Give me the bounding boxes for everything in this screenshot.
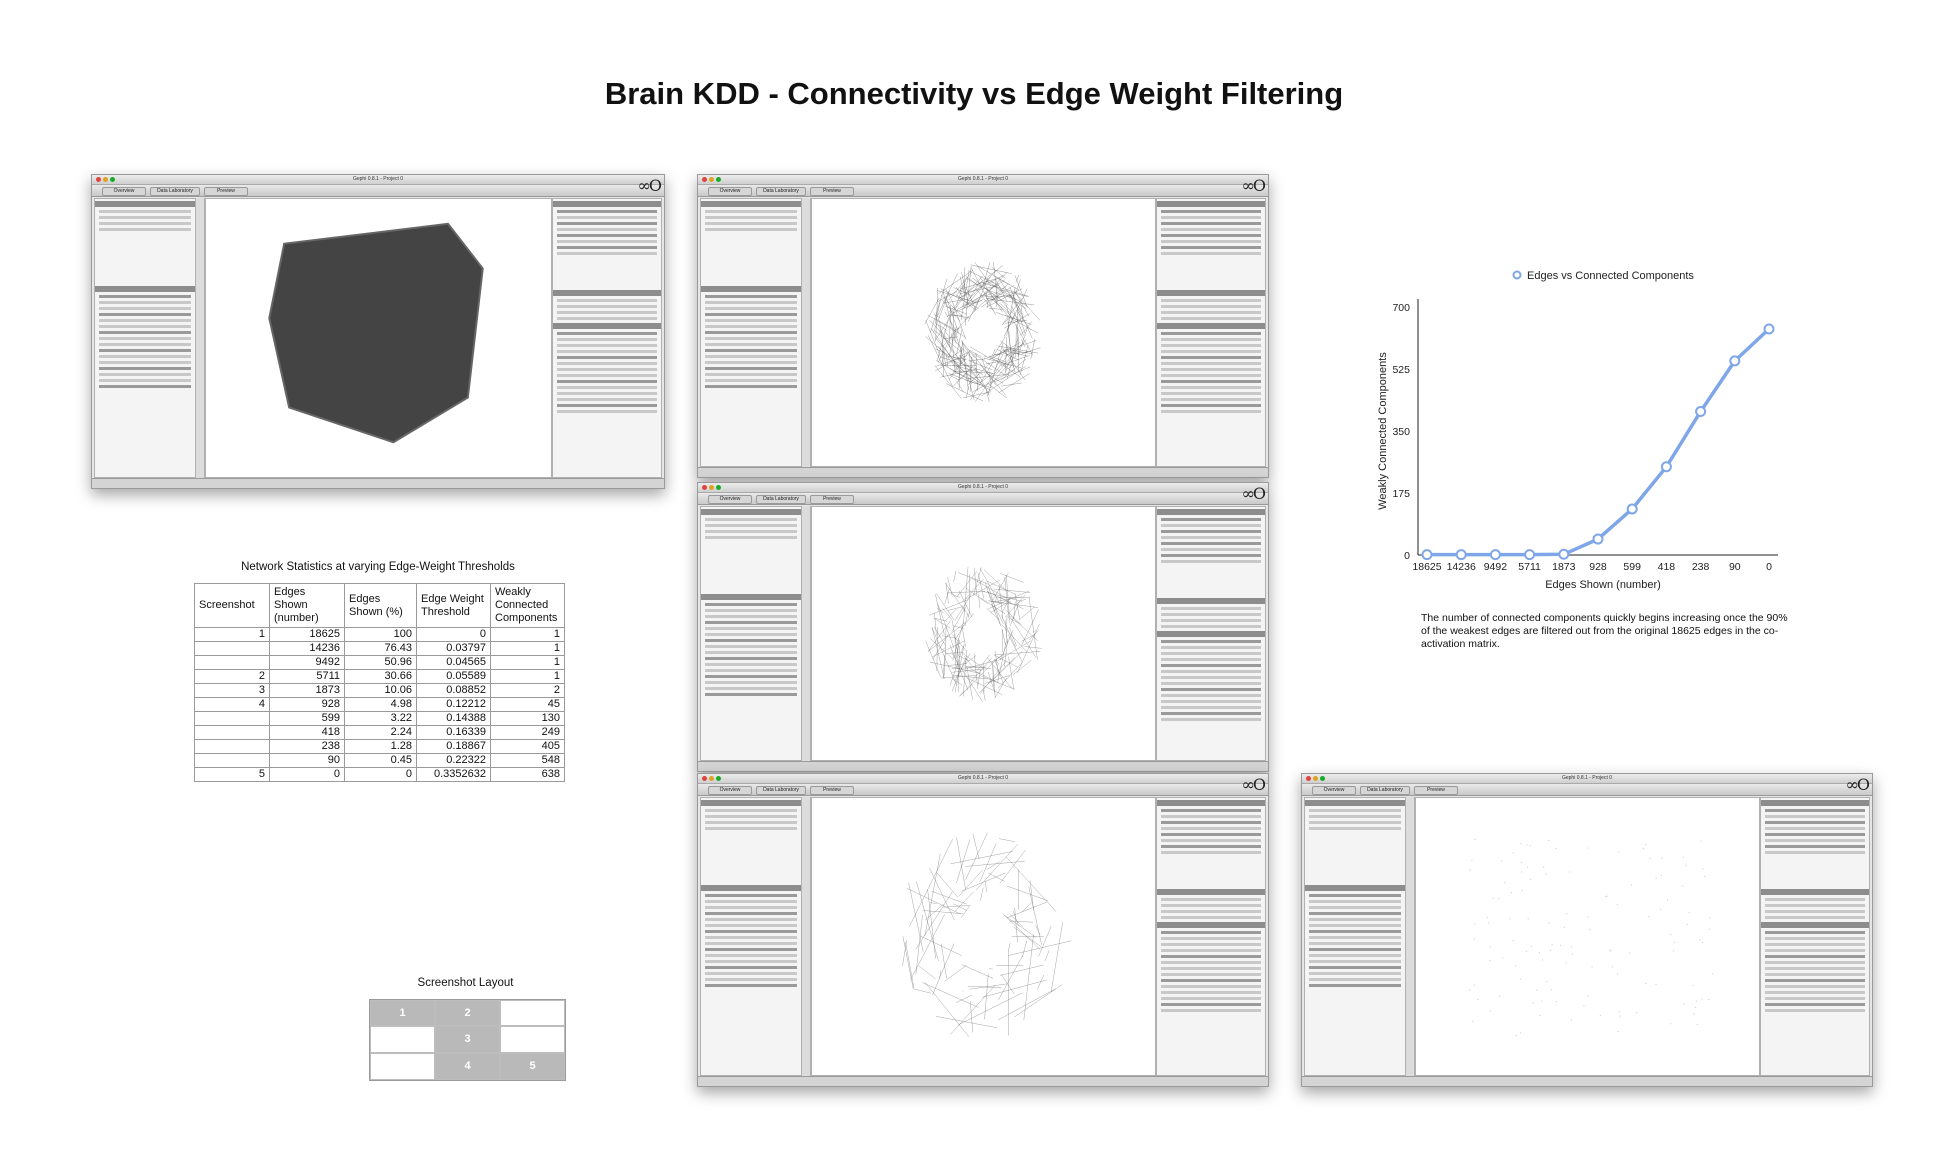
table-cell: 928 bbox=[270, 698, 345, 712]
table-cell: 45 bbox=[491, 698, 565, 712]
table-cell: 0.03797 bbox=[417, 642, 491, 656]
table-cell: 14236 bbox=[270, 642, 345, 656]
table-cell: 0 bbox=[417, 628, 491, 642]
gephi-logo-icon: ∞O bbox=[1241, 176, 1264, 195]
chart-caption: The number of connected components quickly begins increasing once the 90% of the weakest edges are filtered out from the original 18625 edges in the co-activation matrix. bbox=[1421, 612, 1788, 650]
table-cell: 238 bbox=[270, 740, 345, 754]
window-titlebar bbox=[1302, 774, 1872, 784]
gephi-toolbar bbox=[1302, 784, 1872, 796]
gephi-toolbar bbox=[698, 784, 1268, 796]
table-cell: 0.14388 bbox=[417, 712, 491, 726]
filters-statistics-panel[interactable] bbox=[1156, 198, 1266, 467]
x-tick-label: 1873 bbox=[1552, 561, 1576, 573]
table-cell: 50.96 bbox=[345, 656, 417, 670]
filters-statistics-panel[interactable] bbox=[552, 198, 662, 478]
legend-label: Edges vs Connected Components bbox=[1527, 270, 1694, 282]
table-cell: 0.12212 bbox=[417, 698, 491, 712]
x-tick-label: 599 bbox=[1623, 561, 1641, 573]
table-row bbox=[195, 726, 565, 740]
table-cell bbox=[195, 726, 270, 740]
x-tick-label: 928 bbox=[1589, 561, 1607, 573]
stats-table bbox=[194, 583, 565, 782]
gephi-screenshot-2 bbox=[697, 174, 1269, 478]
table-row bbox=[195, 642, 565, 656]
window-title: Gephi 0.8.1 - Project 0 bbox=[957, 484, 1009, 490]
table-cell: 4 bbox=[195, 698, 270, 712]
table-cell: 90 bbox=[270, 754, 345, 768]
page-title: Brain KDD - Connectivity vs Edge Weight Filtering bbox=[604, 76, 1344, 111]
network-graph-canvas[interactable] bbox=[1416, 798, 1759, 1075]
screenshot-layout-grid bbox=[369, 999, 566, 1081]
tab-preview[interactable]: Preview bbox=[810, 786, 854, 795]
layout-cell: 4 bbox=[435, 1053, 500, 1080]
table-cell: 0.22322 bbox=[417, 754, 491, 768]
layout-caption: Screenshot Layout bbox=[417, 977, 514, 989]
table-cell: 1 bbox=[195, 628, 270, 642]
table-cell: 2 bbox=[491, 684, 565, 698]
table-cell: 0.05589 bbox=[417, 670, 491, 684]
table-cell: 0.08852 bbox=[417, 684, 491, 698]
tab-overview[interactable]: Overview bbox=[708, 187, 752, 196]
layout-cell bbox=[370, 1053, 435, 1080]
table-cell: 1873 bbox=[270, 684, 345, 698]
table-cell: 3 bbox=[195, 684, 270, 698]
graph-tools-bar[interactable] bbox=[196, 198, 205, 478]
x-tick-label: 9492 bbox=[1483, 561, 1508, 573]
y-tick-label: 350 bbox=[1392, 426, 1410, 438]
table-cell bbox=[195, 656, 270, 670]
y-axis-label: Weakly Connected Components bbox=[1377, 352, 1389, 510]
graph-tools-bar[interactable] bbox=[1406, 797, 1415, 1076]
graph-tools-bar[interactable] bbox=[802, 797, 811, 1076]
graph-view[interactable] bbox=[811, 506, 1156, 761]
table-cell: 10.06 bbox=[345, 684, 417, 698]
tab-data-laboratory[interactable]: Data Laboratory bbox=[1360, 786, 1410, 795]
table-cell: 4.98 bbox=[345, 698, 417, 712]
network-graph-canvas[interactable] bbox=[206, 199, 551, 477]
graph-view[interactable] bbox=[811, 198, 1156, 467]
gephi-logo-icon: ∞O bbox=[1845, 775, 1868, 794]
tab-preview[interactable]: Preview bbox=[1414, 786, 1458, 795]
data-point bbox=[1423, 550, 1432, 559]
y-tick-label: 0 bbox=[1404, 550, 1410, 562]
graph-tools-bar[interactable] bbox=[802, 506, 811, 761]
data-point bbox=[1594, 535, 1603, 544]
window-title: Gephi 0.8.1 - Project 0 bbox=[957, 775, 1009, 781]
data-point bbox=[1662, 462, 1671, 471]
network-graph-canvas[interactable] bbox=[812, 507, 1155, 760]
window-titlebar bbox=[698, 175, 1268, 185]
column-header: Edges Shown (number) bbox=[270, 584, 345, 628]
tab-overview[interactable]: Overview bbox=[1312, 786, 1356, 795]
table-row bbox=[195, 628, 565, 642]
layout-cell bbox=[370, 1026, 435, 1053]
network-graph-canvas[interactable] bbox=[812, 798, 1155, 1075]
layout-cell: 2 bbox=[435, 1000, 500, 1026]
gephi-toolbar bbox=[698, 185, 1268, 197]
graph-statusbar bbox=[698, 1076, 1268, 1086]
window-title: Gephi 0.8.1 - Project 0 bbox=[957, 176, 1009, 182]
graph-tools-bar[interactable] bbox=[802, 198, 811, 467]
table-cell bbox=[195, 642, 270, 656]
layout-panel[interactable] bbox=[700, 797, 802, 1076]
table-cell: 5 bbox=[195, 768, 270, 782]
table-cell: 1 bbox=[491, 670, 565, 684]
table-cell: 249 bbox=[491, 726, 565, 740]
table-cell: 638 bbox=[491, 768, 565, 782]
layout-panel[interactable] bbox=[1304, 797, 1406, 1076]
column-header: Edge Weight Threshold bbox=[417, 584, 491, 628]
table-cell: 5711 bbox=[270, 670, 345, 684]
y-tick-label: 700 bbox=[1392, 302, 1410, 314]
data-point bbox=[1525, 550, 1534, 559]
stats-table-caption: Network Statistics at varying Edge-Weight Thresholds bbox=[241, 561, 515, 573]
table-cell: 2 bbox=[195, 670, 270, 684]
x-tick-label: 418 bbox=[1657, 561, 1676, 573]
table-cell: 30.66 bbox=[345, 670, 417, 684]
gephi-screenshot-5 bbox=[1301, 773, 1873, 1087]
table-row bbox=[195, 698, 565, 712]
column-header: Weakly Connected Components bbox=[491, 584, 565, 628]
graph-statusbar bbox=[92, 478, 664, 488]
filters-statistics-panel[interactable] bbox=[1156, 797, 1266, 1076]
tab-data-laboratory[interactable]: Data Laboratory bbox=[756, 786, 806, 795]
network-graph-canvas[interactable] bbox=[812, 199, 1155, 466]
data-point bbox=[1628, 504, 1637, 513]
graph-statusbar bbox=[698, 467, 1268, 477]
data-point bbox=[1491, 550, 1500, 559]
x-tick-label: 0 bbox=[1766, 561, 1772, 573]
table-row bbox=[195, 754, 565, 768]
data-point bbox=[1457, 550, 1466, 559]
layout-cell: 3 bbox=[435, 1026, 500, 1053]
gephi-screenshot-4 bbox=[697, 773, 1269, 1087]
table-cell: 0 bbox=[270, 768, 345, 782]
table-row bbox=[195, 712, 565, 726]
x-tick-label: 90 bbox=[1728, 561, 1741, 573]
x-axis-label: Edges Shown (number) bbox=[1545, 579, 1661, 591]
graph-view[interactable] bbox=[205, 198, 552, 478]
window-titlebar bbox=[698, 774, 1268, 784]
window-titlebar bbox=[92, 175, 664, 185]
series-line bbox=[1427, 329, 1769, 555]
x-tick-label: 18625 bbox=[1412, 561, 1442, 573]
tab-preview[interactable]: Preview bbox=[810, 495, 854, 504]
window-title: Gephi 0.8.1 - Project 0 bbox=[352, 176, 404, 182]
tab-data-laboratory[interactable]: Data Laboratory bbox=[756, 187, 806, 196]
window-titlebar bbox=[698, 483, 1268, 493]
table-row bbox=[195, 684, 565, 698]
y-tick-label: 175 bbox=[1392, 488, 1410, 500]
table-cell bbox=[195, 740, 270, 754]
data-point bbox=[1730, 356, 1739, 365]
table-cell: 0.45 bbox=[345, 754, 417, 768]
data-point bbox=[1696, 407, 1705, 416]
table-row bbox=[195, 740, 565, 754]
gephi-toolbar bbox=[92, 185, 664, 197]
tab-overview[interactable]: Overview bbox=[102, 187, 146, 196]
graph-view[interactable] bbox=[1415, 797, 1760, 1076]
table-cell: 1.28 bbox=[345, 740, 417, 754]
column-header: Screenshot bbox=[195, 584, 270, 628]
tab-preview[interactable]: Preview bbox=[810, 187, 854, 196]
table-cell bbox=[195, 754, 270, 768]
filters-statistics-panel[interactable] bbox=[1760, 797, 1870, 1076]
table-cell: 0.04565 bbox=[417, 656, 491, 670]
x-tick-label: 238 bbox=[1691, 561, 1710, 573]
layout-panel[interactable] bbox=[700, 506, 802, 761]
window-title: Gephi 0.8.1 - Project 0 bbox=[1561, 775, 1613, 781]
data-point bbox=[1765, 324, 1774, 333]
gephi-screenshot-1 bbox=[91, 174, 665, 489]
table-cell: 0.18867 bbox=[417, 740, 491, 754]
table-cell: 1 bbox=[491, 628, 565, 642]
gephi-logo-icon: ∞O bbox=[1241, 484, 1264, 503]
layout-cell bbox=[500, 1000, 565, 1026]
table-cell: 76.43 bbox=[345, 642, 417, 656]
table-cell: 1 bbox=[491, 656, 565, 670]
table-cell: 0.3352632 bbox=[417, 768, 491, 782]
x-tick-label: 5711 bbox=[1518, 561, 1541, 573]
gephi-logo-icon: ∞O bbox=[637, 176, 660, 195]
table-cell: 418 bbox=[270, 726, 345, 740]
data-point bbox=[1559, 550, 1568, 559]
graph-statusbar bbox=[698, 761, 1268, 771]
legend-marker bbox=[1514, 272, 1521, 279]
table-cell: 18625 bbox=[270, 628, 345, 642]
table-row bbox=[195, 768, 565, 782]
tab-data-laboratory[interactable]: Data Laboratory bbox=[150, 187, 200, 196]
gephi-logo-icon: ∞O bbox=[1241, 775, 1264, 794]
layout-panel[interactable] bbox=[700, 198, 802, 467]
table-cell: 599 bbox=[270, 712, 345, 726]
column-header: Edges Shown (%) bbox=[345, 584, 417, 628]
table-row bbox=[195, 670, 565, 684]
y-tick-label: 525 bbox=[1392, 364, 1410, 376]
table-cell: 2.24 bbox=[345, 726, 417, 740]
x-tick-label: 14236 bbox=[1446, 561, 1476, 573]
table-cell: 548 bbox=[491, 754, 565, 768]
layout-cell: 5 bbox=[500, 1053, 565, 1080]
table-cell: 405 bbox=[491, 740, 565, 754]
table-cell: 9492 bbox=[270, 656, 345, 670]
table-cell: 0 bbox=[345, 768, 417, 782]
table-cell: 1 bbox=[491, 642, 565, 656]
filters-statistics-panel[interactable] bbox=[1156, 506, 1266, 761]
table-cell: 100 bbox=[345, 628, 417, 642]
layout-cell bbox=[500, 1026, 565, 1053]
graph-statusbar bbox=[1302, 1076, 1872, 1086]
table-cell bbox=[195, 712, 270, 726]
layout-cell: 1 bbox=[370, 1000, 435, 1026]
table-cell: 3.22 bbox=[345, 712, 417, 726]
tab-data-laboratory[interactable]: Data Laboratory bbox=[756, 495, 806, 504]
connected-components-chart bbox=[1370, 262, 1800, 602]
table-cell: 0.16339 bbox=[417, 726, 491, 740]
tab-preview[interactable]: Preview bbox=[204, 187, 248, 196]
gephi-toolbar bbox=[698, 493, 1268, 505]
gephi-screenshot-3 bbox=[697, 482, 1269, 772]
table-row bbox=[195, 656, 565, 670]
layout-panel[interactable] bbox=[94, 198, 196, 478]
table-cell: 130 bbox=[491, 712, 565, 726]
tab-overview[interactable]: Overview bbox=[708, 786, 752, 795]
graph-view[interactable] bbox=[811, 797, 1156, 1076]
tab-overview[interactable]: Overview bbox=[708, 495, 752, 504]
